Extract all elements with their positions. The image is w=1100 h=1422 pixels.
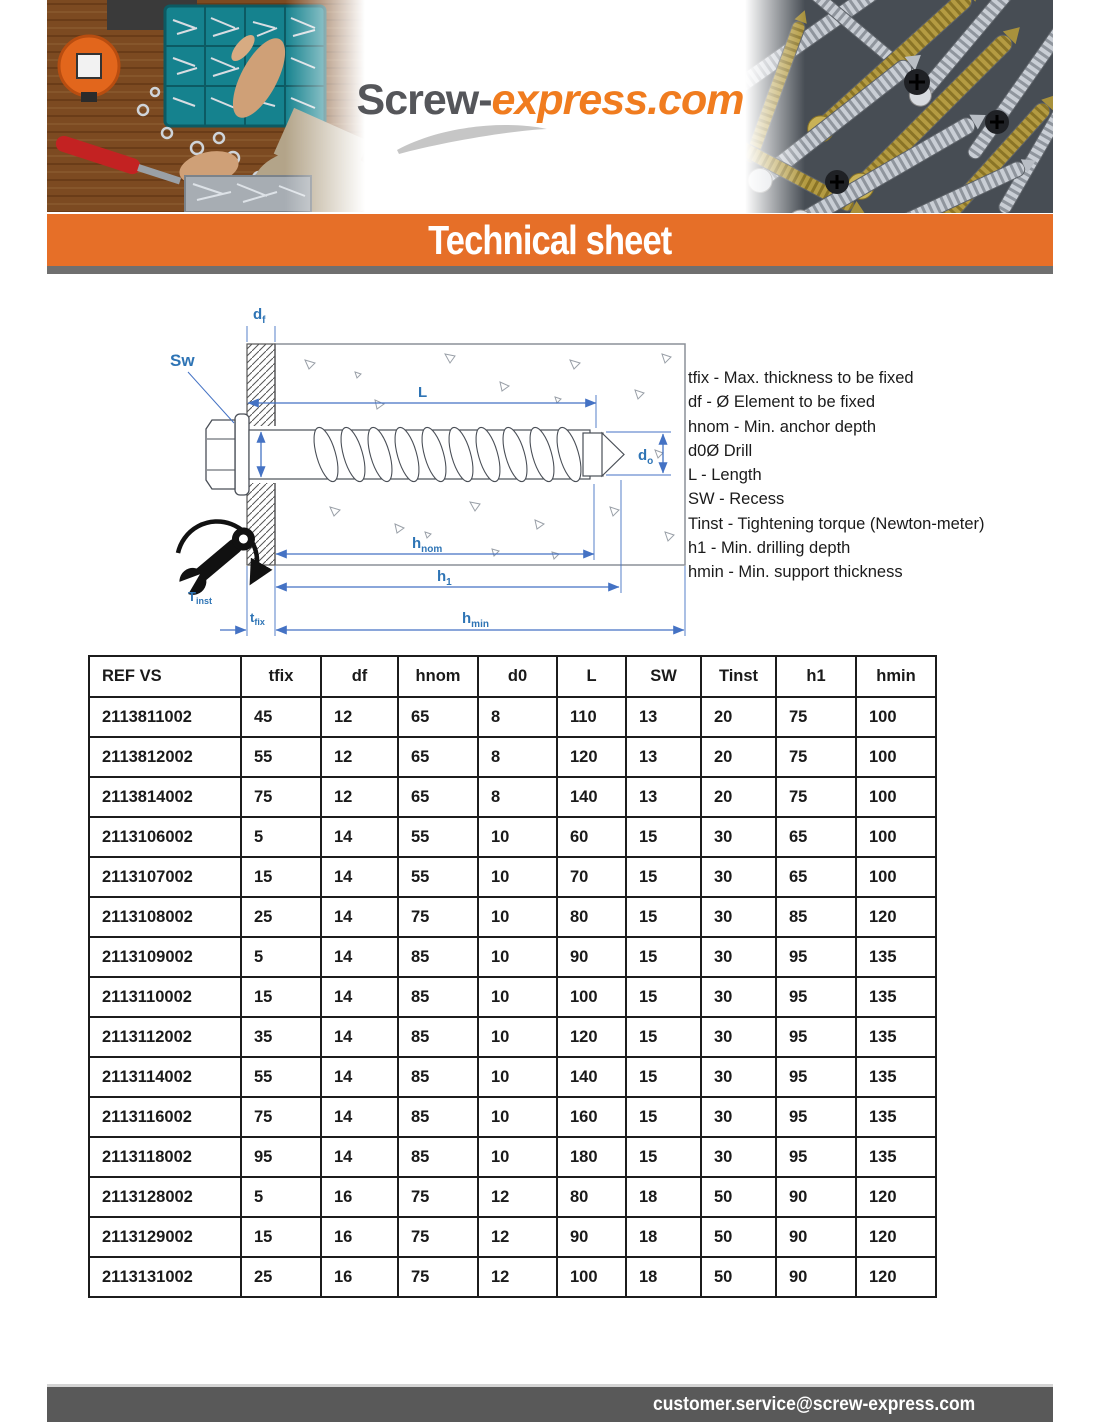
table-cell: 25 [241, 1257, 321, 1297]
table-cell: 120 [856, 1217, 936, 1257]
table-cell: 14 [321, 1137, 398, 1177]
table-cell: 15 [626, 937, 701, 977]
legend-line: d0Ø Drill [688, 441, 753, 460]
table-cell: 110 [557, 697, 626, 737]
table-cell: 65 [398, 777, 478, 817]
logo-part-gray: Screw- [356, 76, 492, 124]
legend-line: SW - Recess [688, 490, 785, 509]
legend-line: L - Length [688, 466, 762, 485]
table-cell: 25 [241, 897, 321, 937]
legend-line: hmin - Min. support thickness [688, 563, 903, 582]
table-cell: 30 [701, 897, 776, 937]
legend-line: tfix - Max. thickness to be fixed [688, 369, 914, 387]
table-cell: 2113108002 [89, 897, 241, 937]
table-cell: 8 [478, 737, 557, 777]
table-cell: 90 [557, 1217, 626, 1257]
table-cell: 100 [856, 817, 936, 857]
column-header: d0 [478, 656, 557, 697]
table-cell: 135 [856, 1057, 936, 1097]
table-cell: 100 [856, 737, 936, 777]
table-cell: 120 [856, 1257, 936, 1297]
table-cell: 15 [626, 817, 701, 857]
table-cell: 14 [321, 1097, 398, 1137]
label-d0: $d_o$ [638, 447, 654, 467]
table-cell: 15 [626, 977, 701, 1017]
page-title: Technical sheet [428, 217, 672, 263]
table-row [89, 897, 936, 937]
table-row [89, 937, 936, 977]
table-row [89, 1097, 936, 1137]
table-cell: 13 [626, 697, 701, 737]
legend [688, 366, 1073, 585]
table-cell: 15 [626, 1057, 701, 1097]
table-row [89, 1217, 936, 1257]
table-cell: 55 [241, 1057, 321, 1097]
spec-table [88, 655, 937, 1298]
anchor-diagram [140, 302, 700, 652]
table-cell: 100 [557, 1257, 626, 1297]
table-cell: 85 [776, 897, 856, 937]
table-cell: 160 [557, 1097, 626, 1137]
table-cell: 15 [241, 977, 321, 1017]
table-cell: 70 [557, 857, 626, 897]
table-cell: 55 [241, 737, 321, 777]
table-cell: 10 [478, 897, 557, 937]
table-cell: 135 [856, 1137, 936, 1177]
table-cell: 30 [701, 857, 776, 897]
table-cell: 95 [776, 1017, 856, 1057]
table-cell: 8 [478, 697, 557, 737]
table-cell: 10 [478, 937, 557, 977]
spec-table-body [89, 697, 936, 1297]
table-cell: 14 [321, 977, 398, 1017]
table-cell: 75 [241, 777, 321, 817]
table-cell: 50 [701, 1177, 776, 1217]
table-cell: 10 [478, 1097, 557, 1137]
table-cell: 2113118002 [89, 1137, 241, 1177]
table-cell: 95 [776, 1137, 856, 1177]
table-cell: 135 [856, 1017, 936, 1057]
header [47, 0, 1053, 213]
table-cell: 75 [776, 777, 856, 817]
table-cell: 16 [321, 1177, 398, 1217]
column-header: df [321, 656, 398, 697]
column-header: tfix [241, 656, 321, 697]
legend-line: h1 - Min. drilling depth [688, 539, 851, 558]
table-cell: 100 [557, 977, 626, 1017]
table-row [89, 1257, 936, 1297]
table-cell: 15 [626, 1017, 701, 1057]
table-cell: 20 [701, 737, 776, 777]
table-cell: 95 [776, 937, 856, 977]
table-cell: 180 [557, 1137, 626, 1177]
table-row [89, 857, 936, 897]
table-cell: 20 [701, 777, 776, 817]
column-header: h1 [776, 656, 856, 697]
table-cell: 2113131002 [89, 1257, 241, 1297]
table-cell: 75 [398, 1177, 478, 1217]
table-cell: 30 [701, 1097, 776, 1137]
table-cell: 80 [557, 1177, 626, 1217]
table-cell: 2113106002 [89, 817, 241, 857]
table-cell: 15 [241, 1217, 321, 1257]
table-cell: 18 [626, 1217, 701, 1257]
table-cell: 18 [626, 1177, 701, 1217]
table-cell: 12 [478, 1177, 557, 1217]
table-cell: 10 [478, 817, 557, 857]
table-cell: 12 [321, 777, 398, 817]
table-cell: 75 [776, 737, 856, 777]
table-cell: 5 [241, 817, 321, 857]
workbench-photo [47, 0, 365, 212]
column-header: SW [626, 656, 701, 697]
table-cell: 120 [856, 1177, 936, 1217]
table-cell: 13 [626, 777, 701, 817]
table-cell: 2113811002 [89, 697, 241, 737]
table-cell: 75 [398, 1257, 478, 1297]
table-cell: 55 [398, 857, 478, 897]
table-cell: 2113110002 [89, 977, 241, 1017]
contact-email: customer.service@screw-express.com [652, 1394, 975, 1415]
table-cell: 14 [321, 1057, 398, 1097]
table-cell: 30 [701, 937, 776, 977]
column-header: L [557, 656, 626, 697]
table-cell: 2113112002 [89, 1017, 241, 1057]
table-cell: 10 [478, 1137, 557, 1177]
table-cell: 100 [856, 697, 936, 737]
table-cell: 5 [241, 937, 321, 977]
spec-table-head-row [89, 656, 936, 697]
table-cell: 10 [478, 1017, 557, 1057]
screws-photo-art [745, 0, 1053, 213]
label-sw: Sw [170, 351, 195, 370]
table-cell: 10 [478, 1057, 557, 1097]
legend-line: Tinst - Tightening torque (Newton-meter) [688, 514, 985, 533]
column-header: Tinst [701, 656, 776, 697]
table-cell: 90 [557, 937, 626, 977]
table-cell: 140 [557, 1057, 626, 1097]
label-tinst: $T_{inst}$ [188, 589, 212, 606]
table-cell: 5 [241, 1177, 321, 1217]
table-cell: 10 [478, 977, 557, 1017]
table-cell: 2113116002 [89, 1097, 241, 1137]
table-cell: 12 [321, 697, 398, 737]
table-cell: 12 [321, 737, 398, 777]
table-cell: 75 [241, 1097, 321, 1137]
table-cell: 85 [398, 937, 478, 977]
table-cell: 85 [398, 1097, 478, 1137]
table-row [89, 817, 936, 857]
workbench-photo-art [47, 0, 365, 212]
label-l: L [418, 384, 428, 401]
table-cell: 65 [776, 857, 856, 897]
table-cell: 2113129002 [89, 1217, 241, 1257]
table-cell: 50 [701, 1257, 776, 1297]
table-cell: 10 [478, 857, 557, 897]
table-cell: 14 [321, 937, 398, 977]
legend-line: hnom - Min. anchor depth [688, 417, 877, 436]
table-cell: 65 [398, 697, 478, 737]
label-tfix: $t_{fix}$ [250, 610, 265, 627]
table-cell: 75 [398, 1217, 478, 1257]
table-cell: 30 [701, 817, 776, 857]
table-row [89, 1177, 936, 1217]
table-cell: 2113109002 [89, 937, 241, 977]
table-cell: 8 [478, 777, 557, 817]
table-cell: 14 [321, 817, 398, 857]
table-cell: 15 [241, 857, 321, 897]
table-cell: 95 [776, 977, 856, 1017]
table-cell: 14 [321, 897, 398, 937]
table-cell: 15 [626, 1097, 701, 1137]
table-cell: 55 [398, 817, 478, 857]
table-cell: 90 [776, 1177, 856, 1217]
table-cell: 15 [626, 897, 701, 937]
column-header: REF VS [89, 656, 241, 697]
table-cell: 15 [626, 1137, 701, 1177]
table-cell: 135 [856, 1097, 936, 1137]
table-cell: 90 [776, 1217, 856, 1257]
table-cell: 100 [856, 777, 936, 817]
table-cell: 14 [321, 857, 398, 897]
table-cell: 65 [398, 737, 478, 777]
table-row [89, 977, 936, 1017]
table-cell: 120 [856, 897, 936, 937]
table-cell: 140 [557, 777, 626, 817]
table-cell: 85 [398, 977, 478, 1017]
table-cell: 135 [856, 937, 936, 977]
table-cell: 75 [398, 897, 478, 937]
table-cell: 75 [776, 697, 856, 737]
table-row [89, 1137, 936, 1177]
table-cell: 95 [241, 1137, 321, 1177]
table-cell: 30 [701, 1057, 776, 1097]
screws-photo [745, 0, 1053, 213]
table-row [89, 1057, 936, 1097]
table-cell: 2113114002 [89, 1057, 241, 1097]
table-row [89, 777, 936, 817]
table-cell: 15 [626, 857, 701, 897]
table-cell: 95 [776, 1097, 856, 1137]
footer [47, 1384, 1053, 1422]
table-cell: 135 [856, 977, 936, 1017]
table-cell: 65 [776, 817, 856, 857]
table-cell: 13 [626, 737, 701, 777]
table-cell: 30 [701, 1017, 776, 1057]
table-cell: 16 [321, 1257, 398, 1297]
table-cell: 30 [701, 977, 776, 1017]
table-cell: 14 [321, 1017, 398, 1057]
table-cell: 80 [557, 897, 626, 937]
table-cell: 2113814002 [89, 777, 241, 817]
table-cell: 100 [856, 857, 936, 897]
table-cell: 85 [398, 1017, 478, 1057]
banner-underbar [47, 266, 1053, 274]
label-hnom: $h_{nom}$ [412, 535, 443, 555]
table-cell: 45 [241, 697, 321, 737]
table-cell: 2113128002 [89, 1177, 241, 1217]
column-header: hnom [398, 656, 478, 697]
table-cell: 20 [701, 697, 776, 737]
table-cell: 60 [557, 817, 626, 857]
table-cell: 30 [701, 1137, 776, 1177]
table-cell: 18 [626, 1257, 701, 1297]
table-row [89, 1017, 936, 1057]
table-cell: 2113107002 [89, 857, 241, 897]
column-header: hmin [856, 656, 936, 697]
label-df: $d_f$ [253, 306, 266, 326]
logo-part-orange: express.com [491, 76, 744, 124]
table-cell: 95 [776, 1057, 856, 1097]
table-cell: 12 [478, 1257, 557, 1297]
logo [340, 78, 760, 122]
table-row [89, 697, 936, 737]
table-cell: 16 [321, 1217, 398, 1257]
table-cell: 120 [557, 1017, 626, 1057]
table-cell: 85 [398, 1137, 478, 1177]
table-cell: 50 [701, 1217, 776, 1257]
table-row [89, 737, 936, 777]
table-cell: 120 [557, 737, 626, 777]
label-h1: $h_1$ [437, 568, 452, 588]
table-cell: 85 [398, 1057, 478, 1097]
table-cell: 90 [776, 1257, 856, 1297]
table-cell: 12 [478, 1217, 557, 1257]
table-cell: 35 [241, 1017, 321, 1057]
label-hmin: $h_{min}$ [462, 610, 489, 630]
logo-swoosh [393, 120, 551, 158]
legend-line: df - Ø Element to be fixed [688, 393, 876, 412]
table-cell: 2113812002 [89, 737, 241, 777]
banner [47, 214, 1053, 266]
